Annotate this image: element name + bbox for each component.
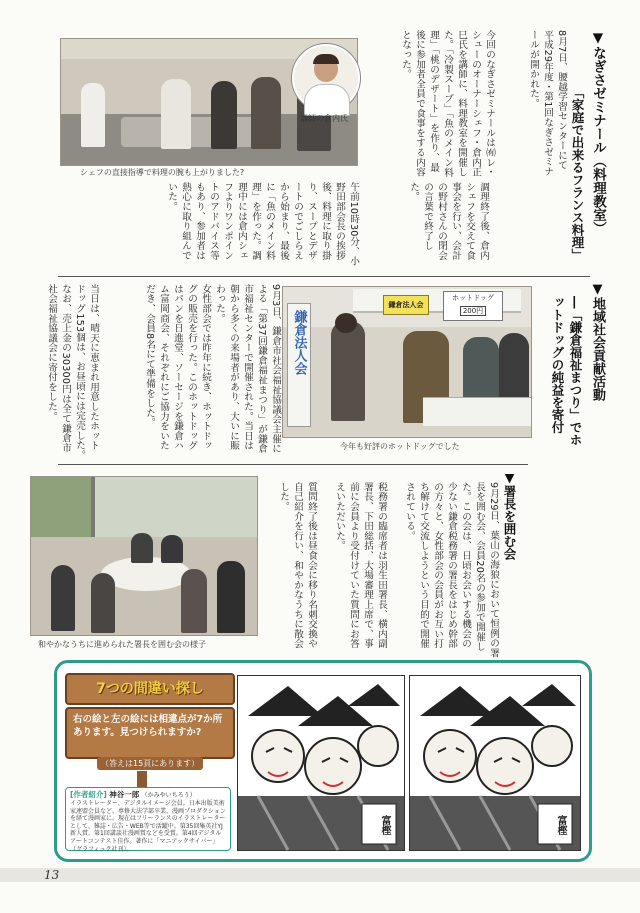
festival-paragraph-3-cont	[540, 458, 590, 658]
festival-subheading: ―「鎌倉福祉まつり」でホットドッグの純益を寄付	[550, 296, 583, 446]
chief-heading: ▼署長を囲む会	[502, 470, 517, 560]
author-name: 神谷一郎	[109, 790, 140, 799]
puzzle-right-image[interactable]	[409, 675, 581, 851]
festival-heading: ▼地域社会貢献活動	[590, 282, 605, 401]
puzzle-left-image[interactable]	[237, 675, 405, 851]
seminar-paragraph-4: 調理終了後、倉内シェフを交えて食事会を行い、会計の野村さんの閉会の言葉で終了した。	[408, 182, 489, 261]
left-nameplate: 富樫	[379, 815, 390, 835]
chief-photo-caption: 和やかなうちに進められた署長を囲む会の様子	[38, 640, 206, 649]
puzzle-answer-note: （答えは15頁にあります）	[97, 757, 203, 770]
seminar-paragraph-3: 午前10時30分、小野田部会長の挨拶後、料理に取り掛り、スープとデザートのでごしらえから始まり、最後に「魚のメイン料理」を作った。調理中には倉内シェフよりワンポイントのアドバイス等もあり、参加者は熱心に取り組んでいた。	[166, 182, 359, 267]
houjinkai-banner	[287, 303, 311, 427]
chef-portrait	[292, 44, 360, 112]
page-number: 13	[44, 868, 60, 882]
hotdog-stall-photo	[282, 286, 532, 438]
hotdog-photo-caption: 今年も好評のホットドッグでした	[340, 442, 460, 451]
page-footer-bar	[0, 868, 640, 882]
section-divider-2	[58, 464, 528, 465]
cooking-photo-caption: シェフの直接指導で料理の腕も上がりました?	[80, 168, 245, 177]
puzzle-box	[54, 660, 592, 862]
chief-paragraph-2: 税務署の臨席者は羽生田署長、横内副署長、下田総括、大場審理上席で、事前に会員より受付けていた質問にお答えいただいた。	[334, 482, 387, 649]
sign-post	[137, 771, 147, 787]
author-label: [作者紹介]	[70, 790, 107, 799]
festival-paragraph-3: 当日は、晴天に恵まれ用意したホットドッグ153個は、お昼頃には完売した。なお、売上金の30300円は全て鎌倉市社会福祉協議会に寄付をした。	[46, 284, 99, 460]
festival-paragraph-2: 女性部会では昨年に続き、ホットドッグの販売を行った。このホットドッグはパンを日進堂、ソーセージを鎌倉ハム富岡商会、それぞれにご協力をいただき、会員8名にて準備をした。	[144, 284, 211, 451]
author-box	[65, 787, 231, 851]
seminar-subheading: 「家庭で出来るフランス料理」	[570, 86, 585, 261]
right-nameplate: 富樫	[555, 815, 566, 835]
puzzle-title-sign	[65, 673, 235, 705]
author-reading: （かみやいちろう）	[141, 792, 196, 799]
puzzle-title: 7つの間違い探し	[96, 681, 204, 697]
chief-meeting-photo	[30, 476, 258, 636]
chef-caption: 講師の倉内氏	[300, 114, 348, 123]
seminar-paragraph-2: 今回のなぎさゼミナールは㈲レ・シューのオーナーシェフ・倉内正巳氏を講師に、料理教室を開催した。「冷製スープ」「魚のメイン料理」「桃のデザート」を作り、最後に参加者全員で食事をする内容となった。	[400, 30, 495, 178]
seminar-paragraph-1: 8月7日、腰越学習センターにて平成29年度・第1回なぎさゼミナールが開かれた。	[528, 30, 567, 177]
houjinkai-banner-text: 鎌倉法人会	[291, 310, 307, 375]
festival-paragraph-1: 9月3日、鎌倉市社会福祉協議会主催による「第37回鎌倉福祉まつり」が鎌倉市福祉センターで開催された。当日は朝から多くの来場者があり、大いに賑わった。	[214, 284, 281, 454]
hotdog-sign	[443, 291, 503, 321]
author-bio: イラストレーター、デジタルイメージ会員。日本出版美術家連盟会員など。専修大法学部卒業、漫画プロダクションを経て漫画家に。現在はフリーランスのイラストレーターとして、雑誌・広告・WEB等で活躍中。第35回集英社YJ新人賞、第1回講談社漫画賞などを受賞。第4回デジタルアートコンテスト佳作。著作に「マニアックサイバー」（グラフィック社刊）。	[70, 800, 226, 853]
chief-paragraph-3: 質問終了後は昼食会に移り名刺交換や自己紹介を行い、和やかなうちに散会した。	[278, 482, 317, 649]
puzzle-question-sign	[65, 707, 235, 759]
hotdog-price-label: 200円	[460, 306, 486, 316]
chief-paragraph-1: 9月29日、葉山の海狼において恒例の署長を囲む会、会員20名の参加で開催した。この会は、日頃お会いする機会の少ない鎌倉税務署の署長をはじめ幹部の方々と、女性部会の会員がお互い打ち解けて交流しようという目的で開催されている。	[404, 482, 499, 658]
houjinkai-sign: 鎌倉法人会	[383, 295, 429, 315]
puzzle-question: 右の絵と左の絵には相違点が7か所あります。見つけられますか?	[73, 714, 223, 738]
hotdog-sign-label: ホットドッグ	[452, 294, 494, 302]
section-divider	[58, 276, 590, 277]
seminar-heading: ▼なぎさゼミナール（料理教室）	[590, 30, 606, 235]
